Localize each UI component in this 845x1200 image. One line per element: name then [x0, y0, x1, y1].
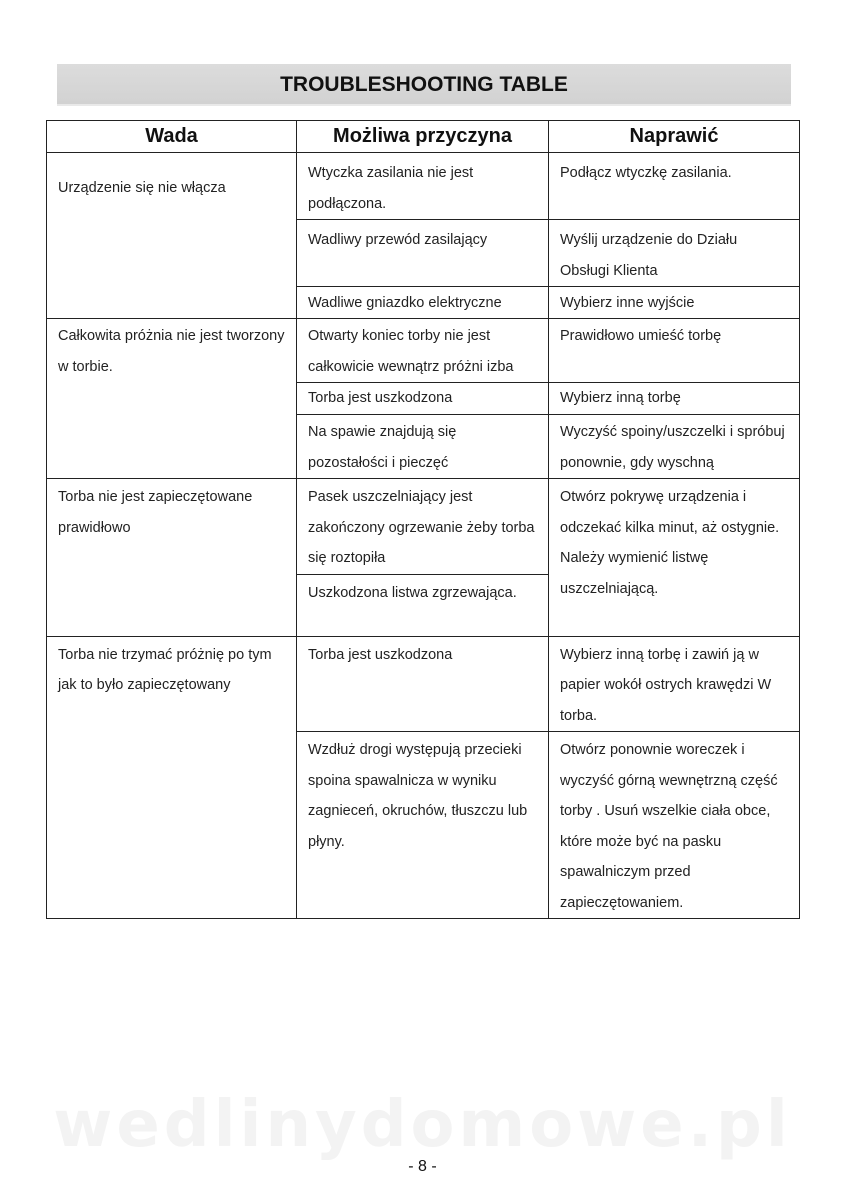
cause-cell: Wtyczka zasilania nie jest podłączona.	[297, 153, 549, 220]
table-row	[47, 319, 800, 383]
fix-cell: Podłącz wtyczkę zasilania.	[549, 153, 800, 220]
fix-cell: Wybierz inną torbę i zawiń ją w papier wokół ostrych krawędzi W torba.	[549, 636, 800, 732]
cause-cell: Uszkodzona listwa zgrzewająca.	[297, 574, 549, 636]
fix-cell: Wyślij urządzenie do Działu Obsługi Klienta	[549, 220, 800, 287]
fault-text: Urządzenie się nie włącza	[58, 180, 226, 196]
fault-cell: Całkowita próżnia nie jest tworzony w torbie.	[47, 319, 297, 479]
fault-cell	[47, 153, 297, 319]
table-row	[47, 479, 800, 575]
page-title: TROUBLESHOOTING TABLE	[280, 73, 568, 96]
cause-cell: Torba jest uszkodzona	[297, 636, 549, 732]
cause-cell: Pasek uszczelniający jest zakończony ogrzewanie żeby torba się roztopiła	[297, 479, 549, 575]
cause-cell: Na spawie znajdują się pozostałości i pieczęć	[297, 415, 549, 479]
column-header-fix: Naprawić	[549, 121, 800, 153]
fix-cell: Otwórz ponownie woreczek i wyczyść górną wewnętrzną część torby . Usuń wszelkie ciała obce, które może być na pasku spawalniczym przed zapieczętowaniem.	[549, 732, 800, 919]
fix-cell: Wyczyść spoiny/uszczelki i spróbuj ponownie, gdy wyschną	[549, 415, 800, 479]
table-row	[47, 636, 800, 732]
troubleshooting-table	[46, 120, 800, 919]
fix-cell: Wybierz inne wyjście	[549, 287, 800, 319]
table-header-row	[47, 121, 800, 153]
cause-cell: Torba jest uszkodzona	[297, 383, 549, 415]
title-bar	[57, 64, 791, 106]
cause-cell: Wadliwe gniazdko elektryczne	[297, 287, 549, 319]
column-header-fault: Wada	[47, 121, 297, 153]
page-number: - 8 -	[408, 1158, 437, 1175]
fix-cell: Wybierz inną torbę	[549, 383, 800, 415]
cause-cell: Wadliwy przewód zasilający	[297, 220, 549, 287]
column-header-cause: Możliwa przyczyna	[297, 121, 549, 153]
fault-cell: Torba nie jest zapieczętowane prawidłowo	[47, 479, 297, 637]
watermark: wedlinydomowe.pl	[53, 1088, 792, 1162]
table-row	[47, 153, 800, 220]
fix-cell: Prawidłowo umieść torbę	[549, 319, 800, 383]
cause-cell: Wzdłuż drogi występują przecieki spoina spawalnicza w wyniku zagnieceń, okruchów, tłuszczu lub płyny.	[297, 732, 549, 919]
cause-cell: Otwarty koniec torby nie jest całkowicie wewnątrz próżni izba	[297, 319, 549, 383]
fix-cell: Otwórz pokrywę urządzenia i odczekać kilka minut, aż ostygnie. Należy wymienić listwę uszczelniającą.	[549, 479, 800, 637]
fault-cell: Torba nie trzymać próżnię po tym jak to było zapieczętowany	[47, 636, 297, 919]
